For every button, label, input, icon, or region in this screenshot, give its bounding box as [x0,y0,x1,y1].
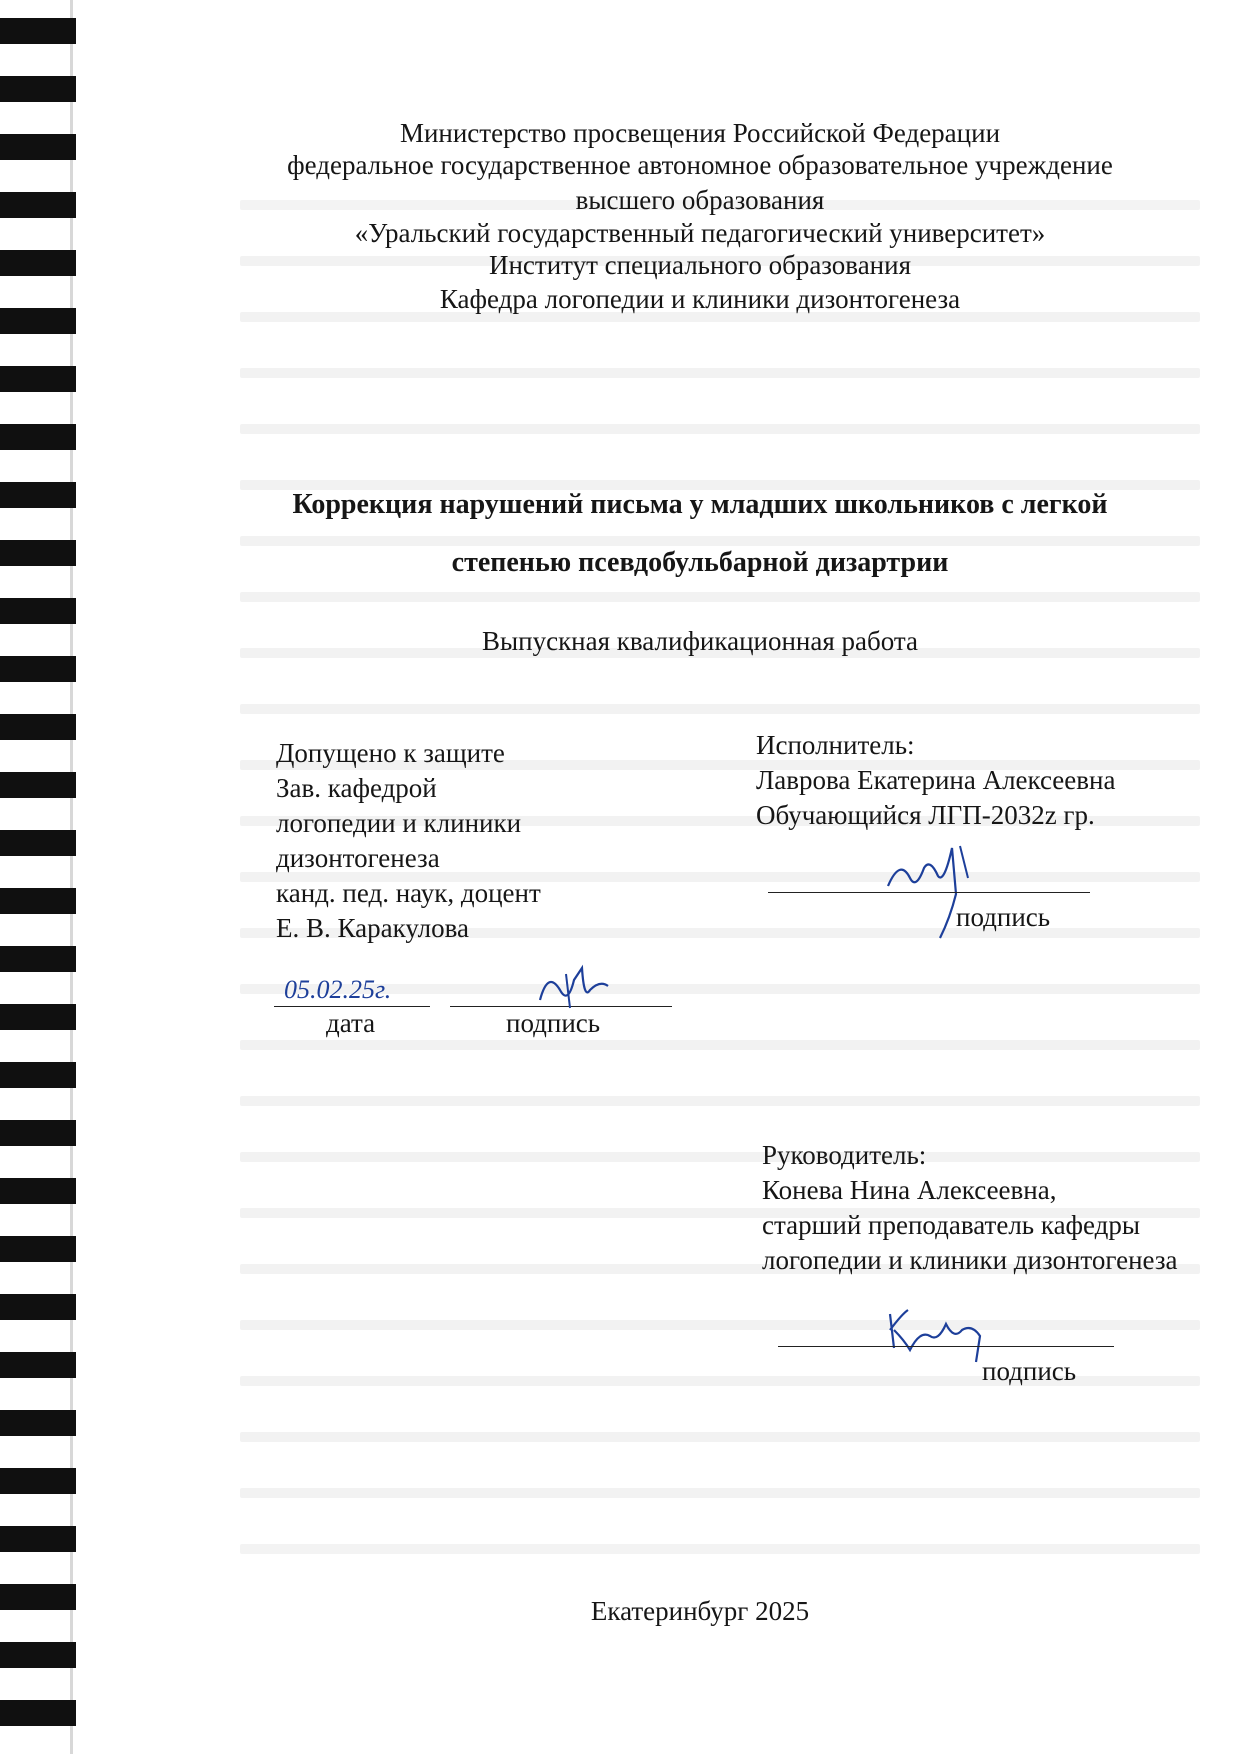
binding-comb-tab [0,1294,76,1320]
signature-label: подпись [982,1356,1077,1386]
date-label: дата [326,1008,376,1038]
admission-line: Допущено к защите [276,738,505,768]
binding-comb-tab [0,1004,76,1030]
admission-line: канд. пед. наук, доцент [276,878,541,908]
department-line: Кафедра логопедии и клиники дизонтогенеза [439,284,961,314]
admission-line: Зав. кафедрой [276,773,437,803]
city-year: Екатеринбург 2025 [590,1596,810,1626]
executor-line: Лаврова Екатерина Алексеевна [756,765,1116,795]
binding-comb-tab [0,946,76,972]
admission-line: Е. В. Каракулова [276,913,470,943]
binding-comb-tab [0,1468,76,1494]
supervisor-line: Руководитель: [762,1140,927,1170]
executor-line: Исполнитель: [756,730,915,760]
supervisor-line: логопедии и клиники дизонтогенеза [762,1245,1178,1275]
university-line: «Уральский государственный педагогический университет» [354,218,1046,248]
admission-line: дизонтогенеза [276,843,440,873]
binding-comb-tab [0,1526,76,1552]
binding-comb-tab [0,888,76,914]
binding-comb-tab [0,1352,76,1378]
signature-label: подпись [956,902,1051,932]
signature-label: подпись [506,1008,601,1038]
binding-comb-tab [0,830,76,856]
binding-comb-tab [0,1700,76,1726]
binding-comb-tab [0,1062,76,1088]
binding-comb-tab [0,308,76,334]
binding-comb-tab [0,482,76,508]
binding-comb-tab [0,250,76,276]
binding-comb-tab [0,598,76,624]
binding-comb-tab [0,424,76,450]
ministry-line: Министерство просвещения Российской Федерации [399,118,1001,148]
binding-comb-tab [0,1236,76,1262]
admission-line: логопедии и клиники [276,808,522,838]
signature-line [768,892,1090,893]
binding-comb-tab [0,1120,76,1146]
binding-comb-tab [0,134,76,160]
institution-type-line: федеральное государственное автономное образовательное учреждение [287,150,1113,180]
binding-comb-tab [0,1178,76,1204]
signature-line [778,1346,1114,1347]
binding-comb-tab [0,1410,76,1436]
thesis-title-line-2: степенью псевдобульбарной дизартрии [451,547,949,578]
date-line [274,1006,430,1007]
education-level-line: высшего образования [575,185,825,215]
handwritten-date: 05.02.25г. [284,975,392,1004]
work-type: Выпускная квалификационная работа [481,626,919,656]
binding-comb-tab [0,656,76,682]
binding-comb-tab [0,366,76,392]
binding-comb-tab [0,76,76,102]
institute-line: Институт специального образования [488,250,912,280]
supervisor-line: Конева Нина Алексеевна, [762,1175,1057,1205]
binding-comb-tab [0,714,76,740]
binding-comb-tab [0,540,76,566]
executor-line: Обучающийся ЛГП-2032z гр. [756,800,1095,830]
supervisor-line: старший преподаватель кафедры [762,1210,1141,1240]
spiral-binding [0,0,88,1754]
binding-comb-tab [0,1642,76,1668]
binding-comb-tab [0,18,76,44]
binding-comb-tab [0,772,76,798]
thesis-title-line-1: Коррекция нарушений письма у младших школьников с легкой [292,489,1108,520]
binding-comb-tab [0,1584,76,1610]
binding-comb-tab [0,192,76,218]
